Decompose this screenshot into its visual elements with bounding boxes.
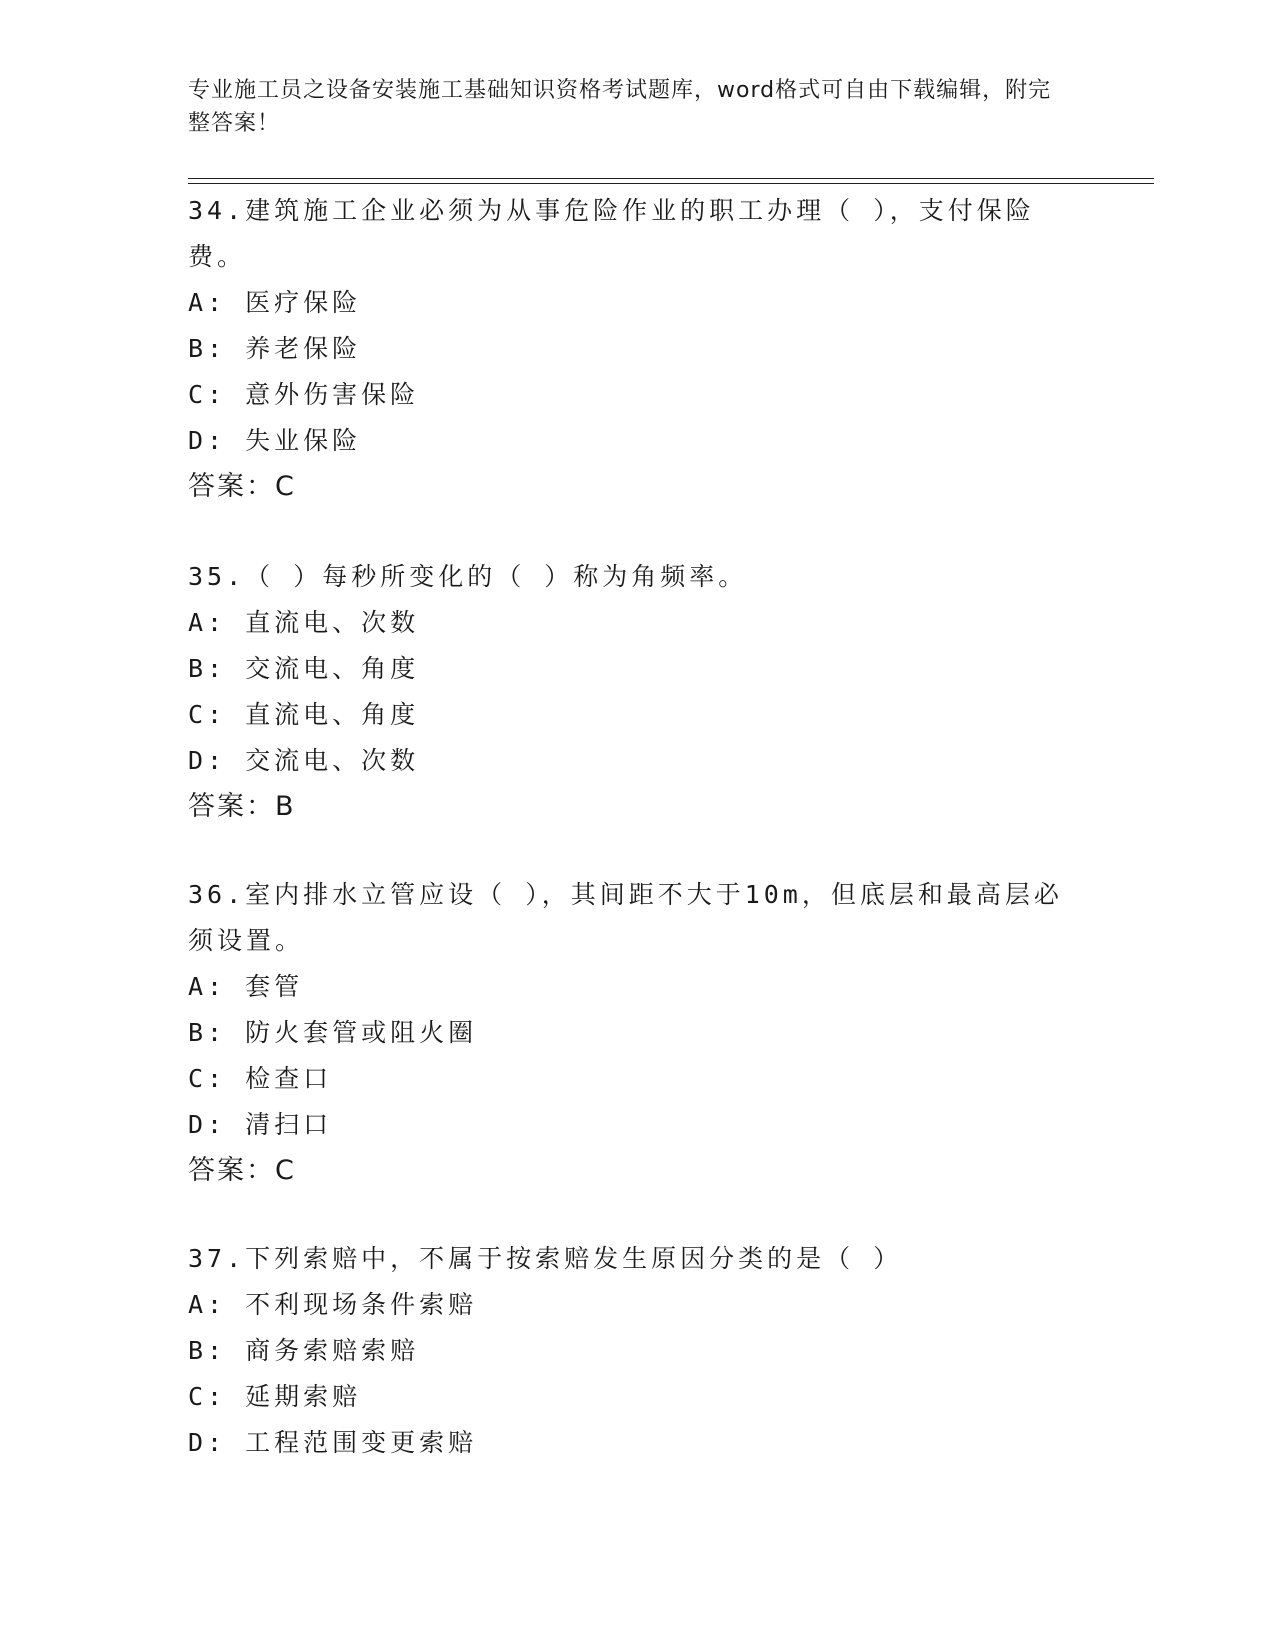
option-d: D: 工程范围变更索赔 — [188, 1428, 478, 1457]
option-c: C: 检查口 — [188, 1064, 333, 1093]
option-c: C: 延期索赔 — [188, 1382, 362, 1411]
option-b: B: 养老保险 — [188, 334, 362, 363]
option-b: B: 交流电、角度 — [188, 654, 420, 683]
document-header — [188, 74, 1068, 140]
option-d: D: 交流电、次数 — [188, 746, 420, 775]
question-stem: 35.（ ）每秒所变化的（ ）称为角频率。 — [188, 562, 748, 591]
option-a: A: 不利现场条件索赔 — [188, 1290, 478, 1319]
option-b: B: 防火套管或阻火圈 — [188, 1018, 478, 1047]
option-c: C: 直流电、角度 — [188, 700, 420, 729]
option-d: D: 清扫口 — [188, 1110, 333, 1139]
header-description: 专业施工员之设备安装施工基础知识资格考试题库，word格式可自由下载编辑，附完整答案！ — [188, 78, 1052, 136]
option-a: A: 医疗保险 — [188, 288, 362, 317]
option-c: C: 意外伤害保险 — [188, 380, 420, 409]
question-stem: 34.建筑施工企业必须为从事危险作业的职工办理（ ），支付保险费。 — [188, 196, 1035, 271]
option-a: A: 套管 — [188, 972, 304, 1001]
header-divider-bottom — [188, 183, 1154, 184]
question-36 — [188, 872, 1088, 1194]
header-divider-top — [188, 178, 1154, 179]
option-a: A: 直流电、次数 — [188, 608, 420, 637]
option-d: D: 失业保险 — [188, 426, 362, 455]
answer: 答案：C — [188, 471, 296, 502]
answer: 答案：C — [188, 1155, 296, 1186]
question-stem: 36.室内排水立管应设（ ），其间距不大于10m，但底层和最高层必须设置。 — [188, 880, 1063, 955]
question-stem: 37.下列索赔中，不属于按索赔发生原因分类的是（ ） — [188, 1244, 903, 1273]
answer: 答案：B — [188, 791, 296, 822]
question-37 — [188, 1236, 1088, 1466]
option-b: B: 商务索赔索赔 — [188, 1336, 420, 1365]
question-35 — [188, 554, 1088, 830]
question-34 — [188, 188, 1088, 510]
